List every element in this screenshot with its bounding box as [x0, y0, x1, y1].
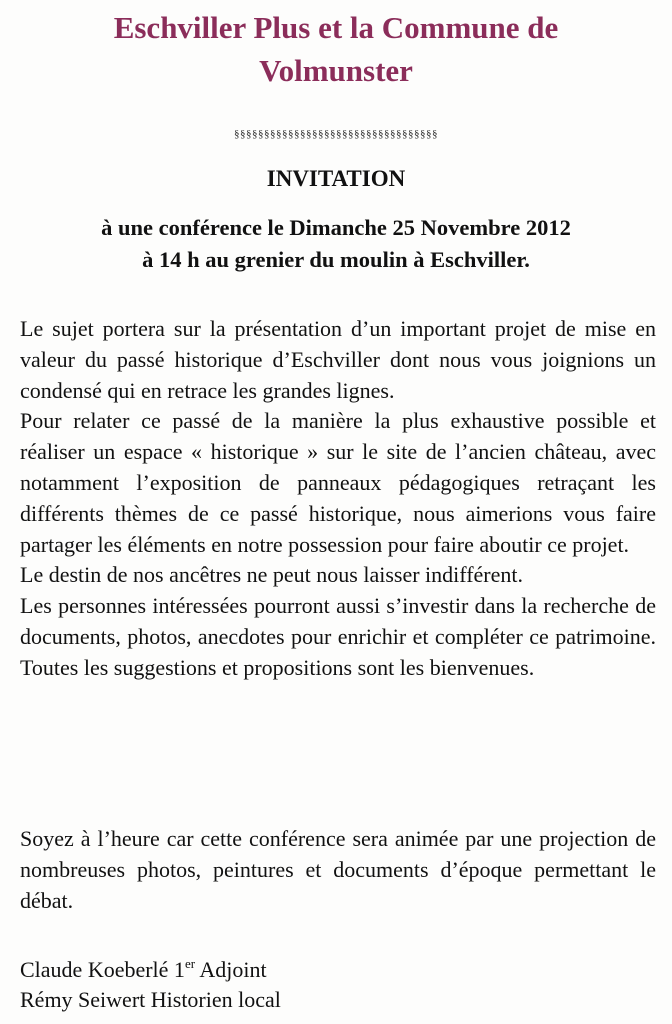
- invitation-heading: INVITATION: [266, 166, 406, 191]
- body-paragraph-5: Soyez à l’heure car cette conférence sera animée par une projection de nombreuses photos, peintures et documents d’époque permettant le débat.: [20, 826, 656, 913]
- signature-2: Rémy Seiwert Historien local: [20, 987, 281, 1012]
- signature-1-name: Claude Koeberlé 1: [20, 957, 185, 982]
- body-paragraph-3: Le destin de nos ancêtres ne peut nous laisser indifférent.: [20, 562, 523, 588]
- event-date-line: à une conférence le Dimanche 25 Novembre 2012: [101, 215, 571, 240]
- body-paragraph-2: Pour relater ce passé de la manière la plus exhaustive possible et réaliser un espace « historique » sur le site de l’ancien château, avec notamment l’exposition de panneaux pédagogiques retraçant les différents thèmes de ce passé historique, nous aimerions vous faire partager les éléments en notre possession pour faire aboutir ce projet.: [20, 408, 656, 557]
- page-title: [0, 6, 672, 92]
- closing-body: [20, 824, 656, 916]
- body-paragraph-1: Le sujet portera sur la présentation d’un important projet de mise en valeur du passé historique d’Eschviller dont nous vous joignions un condensé qui en retrace les grandes lignes.: [20, 316, 656, 403]
- main-body: [20, 314, 656, 684]
- title-line-1: Eschviller Plus et la Commune de: [113, 10, 559, 45]
- event-place-line: à 14 h au grenier du moulin à Eschviller.: [142, 247, 530, 272]
- section-separator: §§§§§§§§§§§§§§§§§§§§§§§§§§§§§§§§§§: [234, 128, 438, 140]
- body-paragraph-4: Les personnes intéressées pourront aussi s’investir dans la recherche de documents, photos, anecdotes pour enrichir et compléter ce patrimoine. Toutes les suggestions et propositions sont les bienvenues.: [20, 593, 656, 680]
- signature-1-superscript: er: [184, 956, 196, 971]
- signature-1-role: Adjoint: [195, 957, 267, 982]
- title-line-2: Volmunster: [259, 53, 413, 88]
- event-details: [0, 212, 672, 276]
- signature-1: [20, 955, 281, 985]
- signatures: [20, 955, 281, 1015]
